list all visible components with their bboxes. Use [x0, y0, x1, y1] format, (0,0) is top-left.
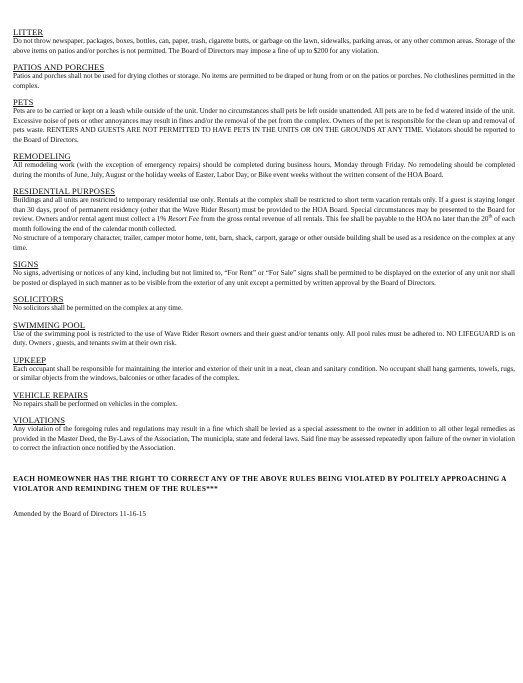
section-heading: PETS [13, 97, 34, 107]
section-residential-purposes [13, 186, 515, 253]
section-body: Pets are to be carried or kept on a leash while outside of the unit. Under no circumstances shall pets be left ouside unattended. All pets are to be fed d watered inside of the unit. Excessive noise of pets or other annoyances may result in fines and/or the removal of the pet from the complex. Owners of the pet is responsible for the clean up and removal of pets waste. RENTERS AND GUESTS ARE NOT PERMITTED TO HAVE PETS IN THE UNITS OR ON THE GROUNDS AT ANY TIME. Violators should be reported to the Board of Directors. [13, 107, 515, 144]
section-heading: SOLICITORS [13, 294, 64, 304]
section-body: Each occupant shall be responsible for maintaining the interior and exterior of their unit in a neat, clean and sanitary condition. No occupant shall hang garments, towels, rugs, or similar objects from the windows, balconies or other facades of the complex. [13, 364, 515, 382]
section-heading: SIGNS [13, 259, 39, 269]
section-vehicle-repairs [13, 390, 515, 410]
section-litter [13, 27, 515, 56]
amended-note: Amended by the Board of Directors 11-16-15 [13, 508, 147, 518]
section-body: Use of the swimming pool is restricted to the use of Wave Rider Resort owners and their guest and/or tenants only. All pool rules must be adhered to. NO LIFEGUARD is on duty. Owners , guests, and tenants swim at their own risk. [13, 329, 515, 347]
section-body [13, 196, 515, 253]
text-run: from the gross rental revenue of all rentals. This fee shall be payable to the HOA no later than the 20 [199, 215, 489, 223]
ordinal-suffix: th [488, 214, 493, 220]
residential-paragraph-2: No structure of a temporary character, trailer, camper motor home, tent, barn, shack, carport, garage or other outside building shall be used as a residence on the complex at any time. [13, 234, 515, 252]
section-patios-and-porches [13, 62, 515, 91]
text-run: of each month following the end of the calendar month collected. [13, 215, 515, 233]
section-body: Do not throw newspaper, packages, boxes, bottles, can, paper, trash, cigarette butts, or garbage on the lawn, sidewalks, parking areas, or any other common areas. Storage of the above items on patios and/or porches is not permitted. The Board of Directors may impose a fine of up to $200 for any violation. [13, 37, 515, 55]
section-body: No solicitors shall be permitted on the complex at any time. [13, 304, 183, 312]
resort-fee-term: Resort Fee [167, 215, 200, 223]
section-heading: LITTER [13, 27, 44, 37]
section-pets [13, 97, 515, 145]
section-upkeep [13, 355, 515, 384]
section-body: No signs, advertising or notices of any kind, including but not limited to, “For Rent” or “For Sale” signs shall be permitted to be displayed on the exterior of any unit nor shall be posted or displayed in such manner as to be visible from the exterior of any unit except a permitted by written approval by the Board of Directors. [13, 269, 515, 287]
section-signs [13, 259, 515, 288]
section-heading: RESIDENTIAL PURPOSES [13, 186, 116, 196]
section-heading: SWIMMING POOL [13, 319, 86, 330]
section-body: Patios and porches shall not be used for drying clothes or storage. No items are permitted to be draped or hung from or on the patios or porches. No clotheslines permitted in the complex. [13, 72, 515, 90]
section-heading: PATIOS AND PORCHES [13, 62, 105, 72]
section-body: All remodeling work (with the exception of emergency repairs) should be completed during business hours, Monday through Friday. No remodeling should be completed during the months of June, July, August or the holiday weeks of Easter, Labor Day, or Bike event weeks without the written consent of the HOA Board. [13, 161, 515, 179]
section-heading: REMODELING [13, 151, 71, 161]
section-violations [13, 415, 515, 454]
section-heading: VEHICLE REPAIRS [13, 389, 88, 400]
text-run: Buildings and all units are restricted to temporary residential use only. Rentals at the complex shall be restricted to short term vacation rentals only. If a guest is staying longer than 30 days, proof of permanent residency (other that the Wave Rider Resort) must be provided to the HOA Board. Special circumstances may be presented to the Board for review. Owners and/or rental agent must collect a 1% [13, 196, 515, 223]
residential-paragraph-1 [13, 196, 515, 234]
homeowner-rights-notice: EACH HOMEOWNER HAS THE RIGHT TO CORRECT ANY OF THE ABOVE RULES BEING VIOLATED BY POLITELY APPROACHING A VIOLATOR AND REMINDING THEM OF THE RULES*** [13, 473, 507, 493]
section-remodeling [13, 151, 515, 180]
section-body: No repairs shall be performed on vehicles in the complex. [13, 399, 178, 408]
section-body: Any violation of the foregoing rules and regulations may result in a fine which shall be levied as a special assessment to the owner in addition to all other legal remedies as provided in the Master Deed, the By-Laws of the Association, The municipla, state and federal laws. Said fine may be assessed repeatedly upon failure of the owner in violation to correct the infraction once notified by the Association. [13, 425, 515, 452]
section-solicitors [13, 294, 515, 314]
section-heading: UPKEEP [13, 354, 47, 365]
section-heading: VIOLATIONS [13, 415, 66, 425]
section-swimming-pool [13, 320, 515, 349]
